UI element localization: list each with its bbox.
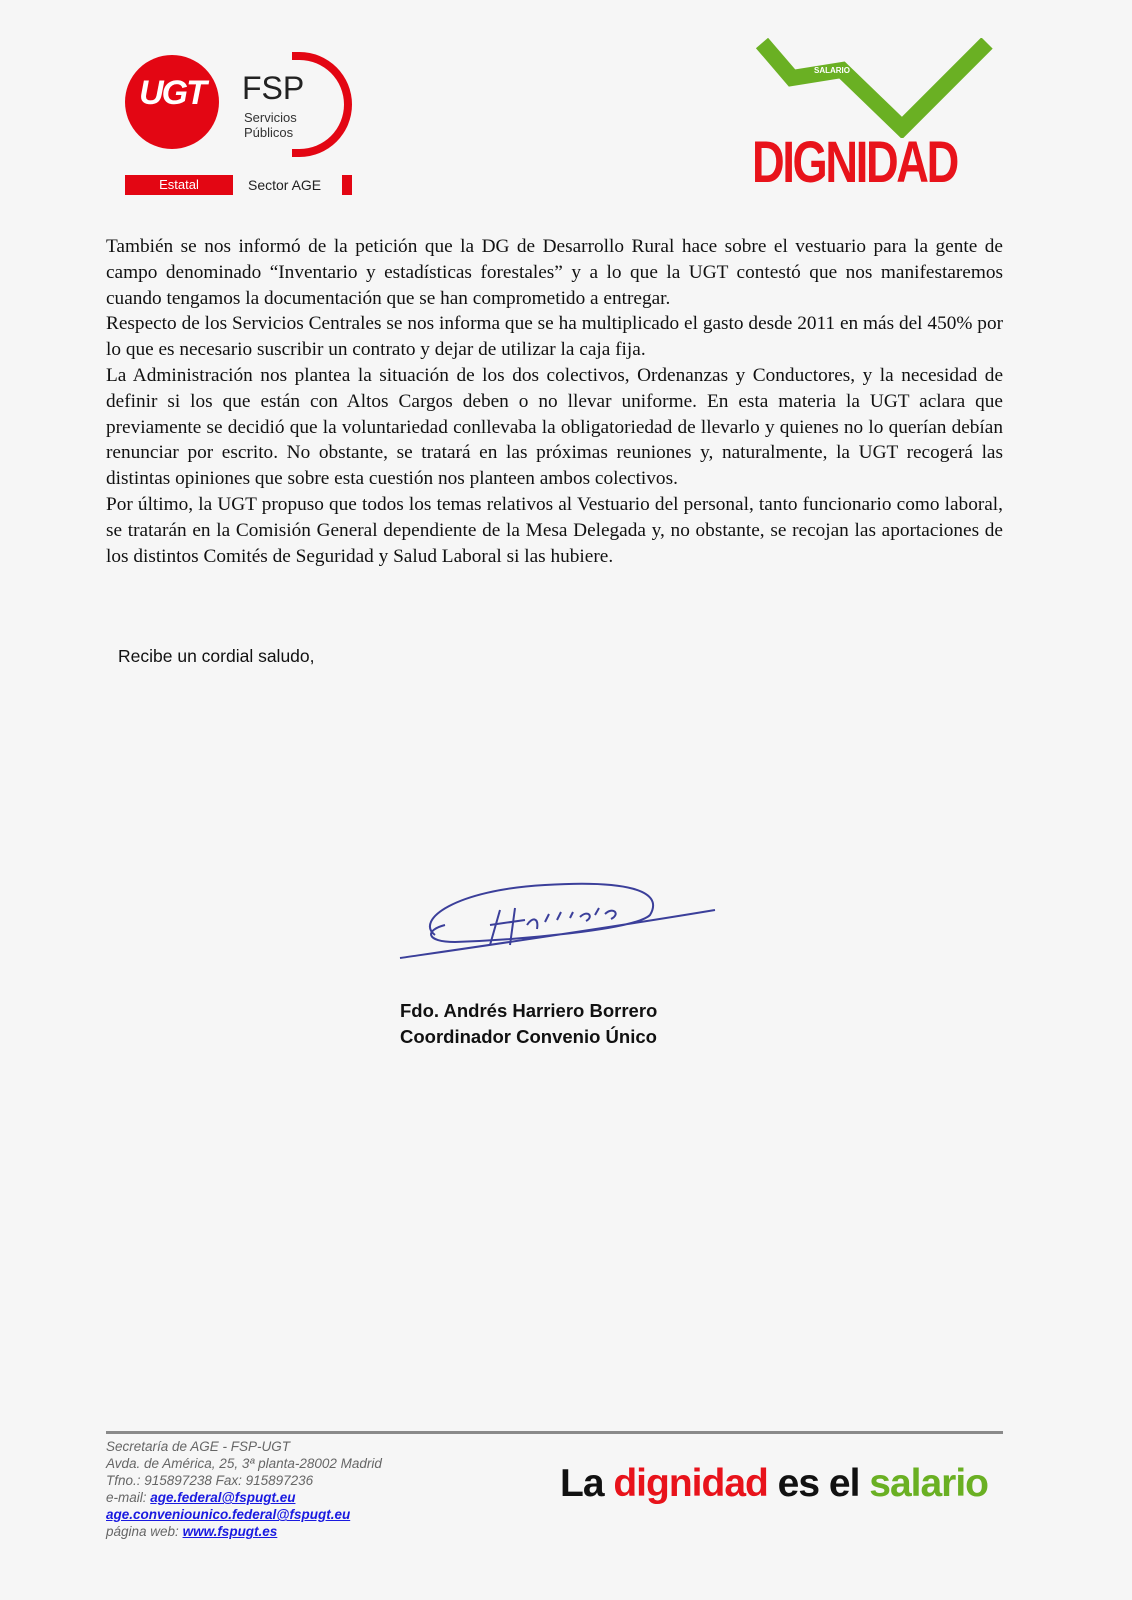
slogan xyxy=(560,1462,988,1506)
greeting: Recibe un cordial saludo, xyxy=(118,646,315,666)
slogan-part: es el xyxy=(767,1462,870,1505)
email-link-convenio[interactable]: age.conveniounico.federal@fspugt.eu xyxy=(106,1507,351,1522)
salario-ribbon-icon xyxy=(752,38,997,138)
signer-block xyxy=(400,998,657,1050)
paragraph: También se nos informó de la petición que la DG de Desarrollo Rural hace sobre el vestuario para la gente de campo denominado “Inventario y estadísticas forestales” y a lo que la UGT contestó que nos manifestaremos cuando tengamos la documentación que se han comprometido a entregar. xyxy=(106,236,1003,309)
slogan-dignidad: dignidad xyxy=(613,1462,768,1505)
footer-contact xyxy=(106,1438,382,1540)
ribbon-text: SALARIO xyxy=(814,66,850,75)
signer-role: Coordinador Convenio Único xyxy=(400,1026,657,1047)
handwritten-signature xyxy=(395,870,725,970)
public-word: Públicos xyxy=(244,125,294,140)
paragraph: La Administración nos plantea la situación de los dos colectivos, Ordenanzas y Conductores, y la necesidad de definir si los que están con Altos Cargos deben o no llevar uniforme. En esta materia la UGT aclara que previamente se decidió que la voluntariedad conllevaba la obligatoriedad de llevarlo y quienes no lo querían debían renunciar por escrito. No obstante, se tratará en las próximas reuniones y, naturalmente, la UGT recogerá las distintas opiniones que sobre esta cuestión nos planteen ambos colectivos. xyxy=(106,364,1003,490)
slogan-salario: salario xyxy=(869,1462,989,1505)
services-label xyxy=(244,110,297,140)
website-link[interactable]: www.fspugt.es xyxy=(182,1524,278,1539)
dignidad-logo xyxy=(752,38,997,193)
logo-arc xyxy=(292,52,352,157)
ugt-fsp-logo xyxy=(122,52,362,202)
footer-address: Avda. de América, 25, 3ª planta-28002 Madrid xyxy=(106,1456,382,1471)
fsp-label: FSP xyxy=(242,70,305,106)
footer-org: Secretaría de AGE - FSP-UGT xyxy=(106,1439,291,1454)
red-bar xyxy=(342,175,352,195)
paragraph: Por último, la UGT propuso que todos los temas relativos al Vestuario del personal, tanto funcionario como laboral, se tratarán en la Comisión General dependiente de la Mesa Delegada y, no obstante, se recojan las aportaciones de los distintos Comités de Seguridad y Salud Laboral si las hubiere. xyxy=(106,493,1003,567)
email-link[interactable]: age.federal@fspugt.eu xyxy=(150,1490,296,1505)
sector-label: Sector AGE xyxy=(248,177,322,193)
signer-name: Fdo. Andrés Harriero Borrero xyxy=(400,1000,658,1021)
paragraph: Respecto de los Servicios Centrales se nos informa que se ha multiplicado el gasto desde 2011 en más del 450% por lo que es necesario suscribir un contrato y dejar de utilizar la caja fija. xyxy=(106,313,1003,361)
letter-body xyxy=(106,234,1003,569)
web-label: página web: xyxy=(106,1524,183,1539)
email-label: e-mail: xyxy=(106,1490,151,1505)
slogan-part: La xyxy=(560,1462,614,1505)
footer-phone: Tfno.: 915897238 Fax: 915897236 xyxy=(106,1473,314,1488)
dignidad-title: DIGNIDAD xyxy=(752,130,957,195)
footer-divider xyxy=(106,1431,1003,1434)
estatal-label: Estatal xyxy=(125,175,233,195)
services-word: Servicios xyxy=(244,110,297,125)
ugt-initials: UGT xyxy=(139,74,205,112)
